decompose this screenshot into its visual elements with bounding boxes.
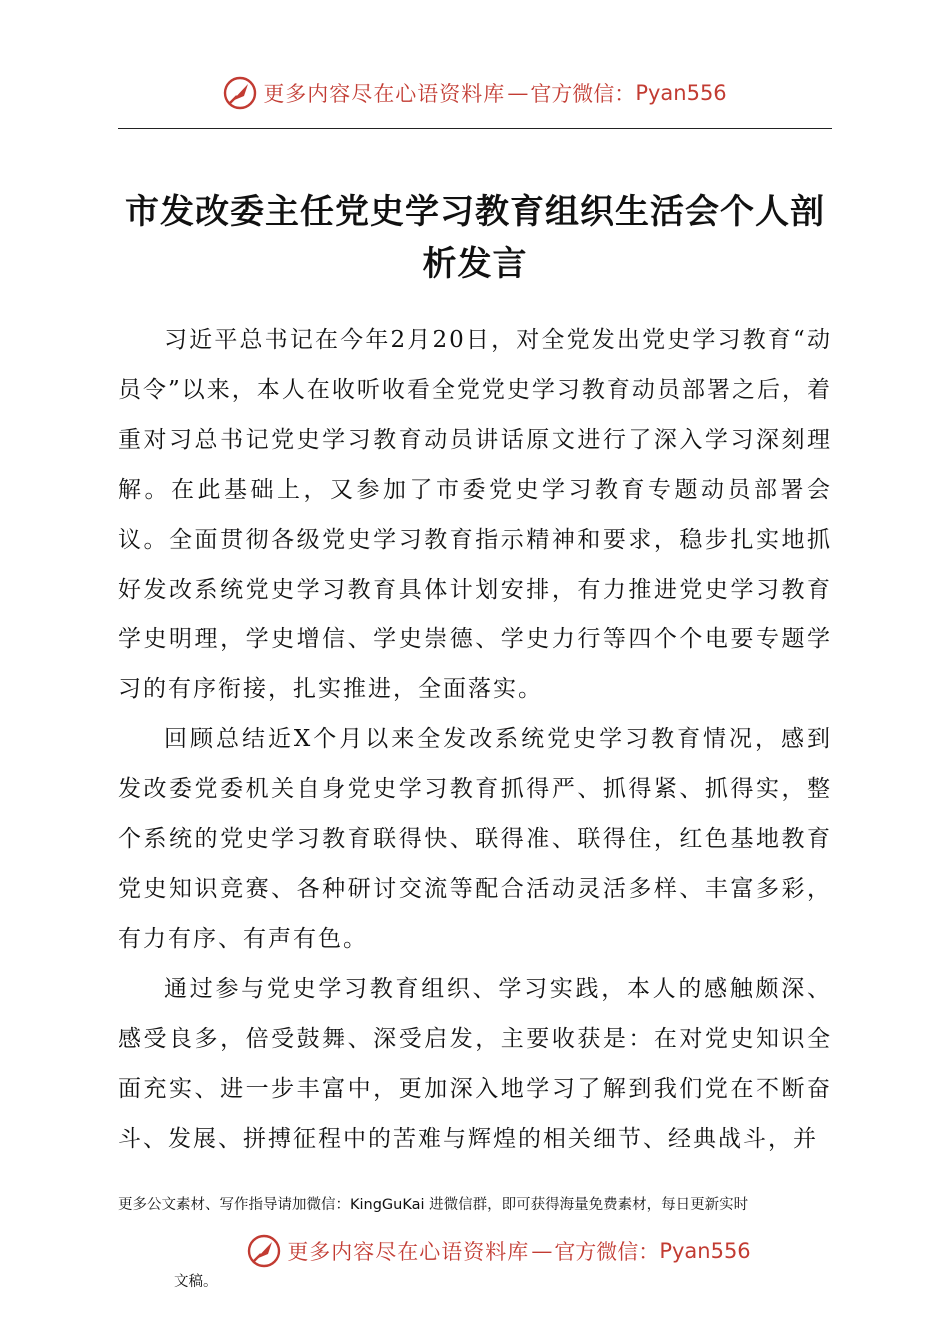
document-title: 市发改委主任党史学习教育组织生活会个人剖析发言 xyxy=(125,192,825,284)
footer-note: 更多公文素材、写作指导请加微信：KingGuKai 进微信群，即可获得海量免费素材，每日更新实时 xyxy=(118,1197,749,1213)
watermark-text: 更多内容尽在心语资料库 xyxy=(287,1240,530,1264)
watermark-label: 官方微信： xyxy=(530,82,636,106)
footer-note-continued: 文稿。 xyxy=(174,1274,218,1290)
watermark-id: Pyan556 xyxy=(659,1239,751,1263)
document-body xyxy=(118,316,832,1164)
paragraph: 回顾总结近X个月以来全发改系统党史学习教育情况，感到发改委党委机关自身党史学习教育抓得严、抓得紧、抓得实，整个系统的党史学习教育联得快、联得准、联得住，红色基地教育党史知识竞赛、各种研讨交流等配合活动灵活多样、丰富多彩，有力有序、有声有色。 xyxy=(118,726,832,952)
quill-logo-icon xyxy=(223,76,257,110)
header-divider xyxy=(118,128,832,129)
quill-logo-icon xyxy=(247,1234,281,1268)
footer-watermark xyxy=(24,1234,950,1268)
paragraph: 习近平总书记在今年2月20日，对全党发出党史学习教育“动员令”以来，本人在收听收看全党党史学习教育动员部署之后，着重对习总书记党史学习教育动员讲话原文进行了深入学习深刻理解。在此基础上，又参加了市委党史学习教育专题动员部署会议。全面贯彻各级党史学习教育指示精神和要求，稳步扎实地抓好发改系统党史学习教育具体计划安排，有力推进党史学习教育学史明理，学史增信、学史崇德、学史力行等四个个电要专题学习的有序衔接，扎实推进，全面落实。 xyxy=(118,327,832,703)
paragraph: 通过参与党史学习教育组织、学习实践，本人的感触颇深、感受良多，倍受鼓舞、深受启发，主要收获是：在对党史知识全面充实、进一步丰富中，更加深入地学习了解到我们党在不断奋斗、发展、拼搏征程中的苦难与辉煌的相关细节、经典战斗，并 xyxy=(118,975,832,1152)
watermark-dash: — xyxy=(531,1239,553,1263)
watermark-text: 更多内容尽在心语资料库 xyxy=(263,82,506,106)
watermark-dash: — xyxy=(507,81,529,105)
header-watermark xyxy=(0,76,950,110)
watermark-id: Pyan556 xyxy=(635,81,727,105)
watermark-label: 官方微信： xyxy=(554,1240,660,1264)
